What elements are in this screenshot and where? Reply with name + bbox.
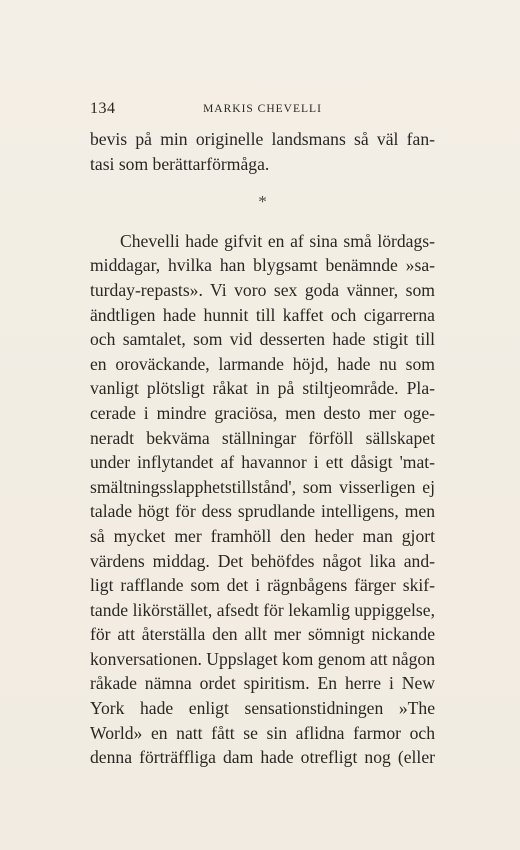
section-separator: * [258, 192, 267, 212]
text-line: smältningsslapphetstillstånd', som visserligen ej [90, 476, 435, 497]
text-line: och samtalet, som vid desserten hade stigit till [90, 329, 435, 350]
spacer [90, 176, 435, 190]
text-line: en oroväckande, larmande höjd, hade nu som [90, 353, 435, 374]
body-text [90, 127, 435, 770]
text-line: under inflytandet af havannor i ett dåsigt 'mat- [90, 452, 435, 473]
spacer [90, 215, 435, 229]
text-line: World» en natt fått se sin aflidna farmor och [90, 722, 435, 743]
text-line: konversationen. Uppslaget kom genom att någon [90, 648, 435, 669]
text-line: talade högt för dess sprudlande intelligens, men [90, 501, 435, 522]
text-line: Chevelli hade gifvit en af sina små lördags- [120, 230, 435, 251]
text-line: tasi som berättarförmåga. [90, 153, 270, 174]
text-line: vanligt plötsligt råkat in på stiltjeområde. Pla- [90, 378, 435, 399]
text-line: för att återställa den allt mer sömnigt nickande [90, 624, 435, 645]
text-line: råkade nämna ordet spiritism. En herre i New [90, 673, 435, 694]
text-line: cerade i mindre graciösa, men desto mer oge- [90, 402, 435, 423]
paragraph-1 [90, 127, 435, 176]
text-line: neradt bekväma ställningar förföll sällskapet [90, 427, 435, 448]
paragraph-2 [90, 229, 435, 770]
text-line: tande likörstället, afsedt för lekamlig uppiggelse, [90, 599, 435, 620]
text-line: ändtligen hade hunnit till kaffet och cigarrerna [90, 304, 435, 325]
text-line: denna förträffliga dam hade otrefligt nog (eller [90, 747, 435, 768]
running-head: MARKIS CHEVELLI [203, 103, 322, 115]
text-line: York hade enligt sensationstidningen »The [90, 698, 435, 719]
text-line: turday-repasts». Vi voro sex goda vänner, som [90, 279, 435, 300]
text-line: bevis på min originelle landsmans så väl fan- [90, 129, 435, 149]
page-header [90, 100, 435, 120]
text-line: middagar, hvilka han blygsamt benämnde »sa- [90, 255, 435, 276]
text-line: så mycket mer framhöll den heder man gjort [90, 525, 435, 546]
text-line: ligt rafflande som det i rägnbågens färger skif- [90, 575, 435, 596]
page-number: 134 [90, 100, 116, 117]
text-line: värdens middag. Det behöfdes något lika and- [90, 550, 435, 571]
